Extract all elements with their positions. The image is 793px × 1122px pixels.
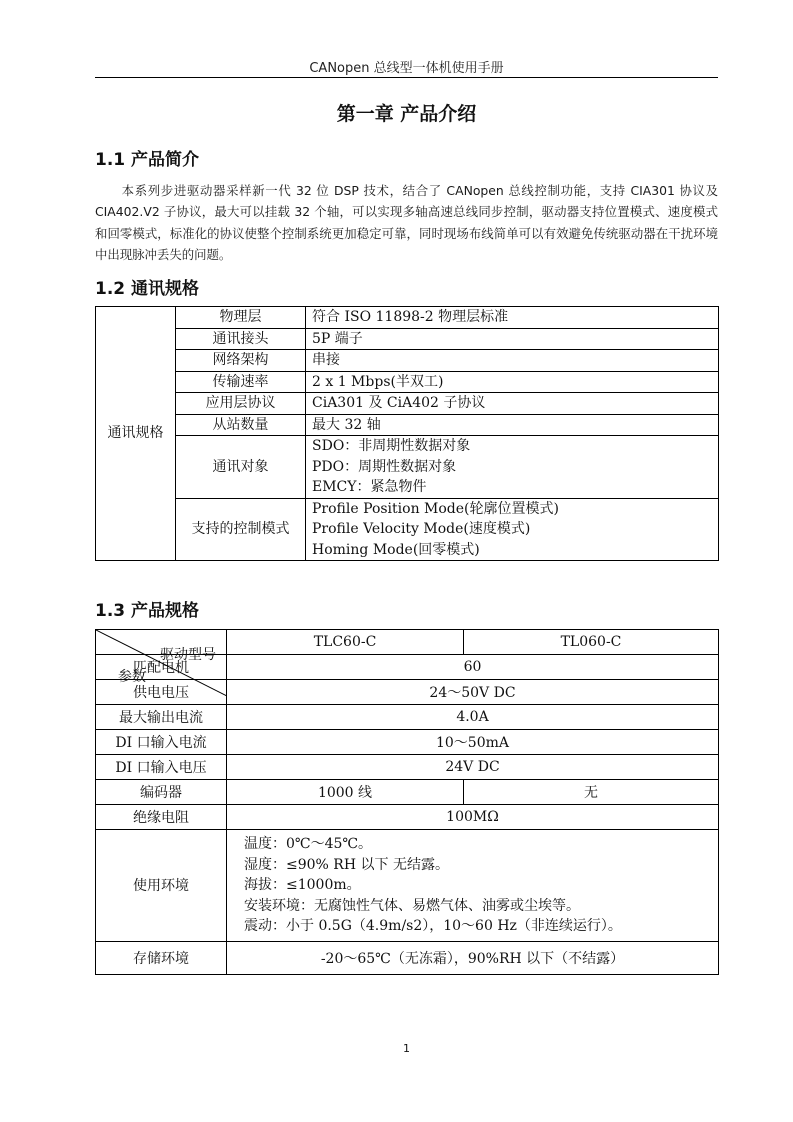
table-row [96,755,719,780]
product-spec-table [95,629,719,975]
param-label: DI 口输入电流 [96,730,227,755]
spec-value: 符合 ISO 11898-2 物理层标准 [306,307,719,329]
param-value: 24～50V DC [227,680,719,705]
spec-value-line: SDO：非周期性数据对象 [312,438,471,454]
header-top-right: 驱动型号 [160,647,216,663]
param-value: 无 [464,780,719,805]
header-bottom-left: 参数 [118,669,146,685]
table-row [96,805,719,830]
spec-value: 最大 32 轴 [306,414,719,436]
section-heading-1-2: 1.2 通讯规格 [95,279,200,299]
intro-paragraph [95,180,718,265]
section-heading-1-3: 1.3 产品规格 [95,601,200,621]
param-label: DI 口输入电压 [96,755,227,780]
chapter-title: 第一章 产品介绍 [336,103,477,125]
table-row [96,371,719,393]
communication-spec-table [95,306,719,561]
param-value: 10～50mA [227,730,719,755]
param-value: 60 [227,655,719,680]
table-row [96,705,719,730]
table-row [96,328,719,350]
table-row [96,436,719,499]
page-number: 1 [403,1042,410,1055]
environment-line: 湿度：≤90% RH 以下 无结露。 [244,856,449,873]
param-label: 绝缘电阻 [96,805,227,830]
spec-label: 从站数量 [176,414,306,436]
table-row [96,393,719,415]
group-label: 通讯规格 [96,307,176,561]
spec-value: 5P 端子 [306,328,719,350]
spec-value-line: EMCY：紧急物件 [312,479,427,495]
model-header: TL060-C [464,630,719,655]
spec-label: 通讯接头 [176,328,306,350]
environment-line: 安装环境：无腐蚀性气体、易燃气体、油雾或尘埃等。 [244,897,580,914]
param-label: 使用环境 [96,830,227,942]
header-rule [95,77,718,78]
table-row [96,830,719,942]
spec-value: 2 x 1 Mbps(半双工) [306,371,719,393]
param-value: 24V DC [227,755,719,780]
table-header-row [96,630,719,655]
param-label: 匹配电机 [96,655,227,680]
spec-label: 物理层 [176,307,306,329]
spec-value: CiA301 及 CiA402 子协议 [306,393,719,415]
param-label: 编码器 [96,780,227,805]
param-label: 供电电压 [96,680,227,705]
environment-line: 震动：小于 0.5G（4.9m/s2），10～60 Hz（非连续运行）。 [244,918,622,934]
spec-label: 应用层协议 [176,393,306,415]
spec-label: 传输速率 [176,371,306,393]
model-header: TLC60-C [227,630,464,655]
environment-value [227,830,719,942]
section-heading-1-1: 1.1 产品简介 [95,150,200,170]
spec-value-line: Profile Position Mode(轮廓位置模式) [312,500,559,517]
param-value: 4.0A [227,705,719,730]
param-value: 1000 线 [227,780,464,805]
spec-value-line: Homing Mode(回零模式) [312,541,480,558]
table-row [96,498,719,561]
spec-label: 通讯对象 [176,436,306,499]
table-row [96,350,719,372]
spec-value-line: Profile Velocity Mode(速度模式) [312,521,531,537]
spec-label: 支持的控制模式 [176,498,306,561]
spec-value-line: PDO：周期性数据对象 [312,458,457,475]
table-row [96,941,719,974]
intro-paragraph-text: 本系列步进驱动器采样新一代 32 位 DSP 技术，结合了 CANopen 总线控制功能，支持 CIA301 协议及 CIA402.V2 子协议，最大可以挂载 32 个轴，可以实现多轴高速总线同步控制，驱动器支持位置模式、速度模式和回零模式，标准化的协议使整个控制系统更加稳定可靠，同时现场布线简单可以有效避免传统驱动器在干扰环境中出现脉冲丢失的问题。 [95,183,718,262]
environment-line: 温度：0℃～45℃。 [244,836,373,852]
table-row [96,307,719,329]
table-row [96,730,719,755]
spec-value [306,498,719,561]
running-header: CANopen 总线型一体机使用手册 [309,61,504,76]
table-row [96,780,719,805]
spec-value [306,436,719,499]
spec-label: 网络架构 [176,350,306,372]
environment-line: 海拔：≤1000m。 [244,877,361,893]
table-row [96,414,719,436]
param-label: 存储环境 [96,941,227,974]
param-value: 100MΩ [227,805,719,830]
param-label: 最大输出电流 [96,705,227,730]
spec-value: 串接 [306,350,719,372]
param-value: -20～65℃（无冻霜），90%RH 以下（不结露） [227,941,719,974]
